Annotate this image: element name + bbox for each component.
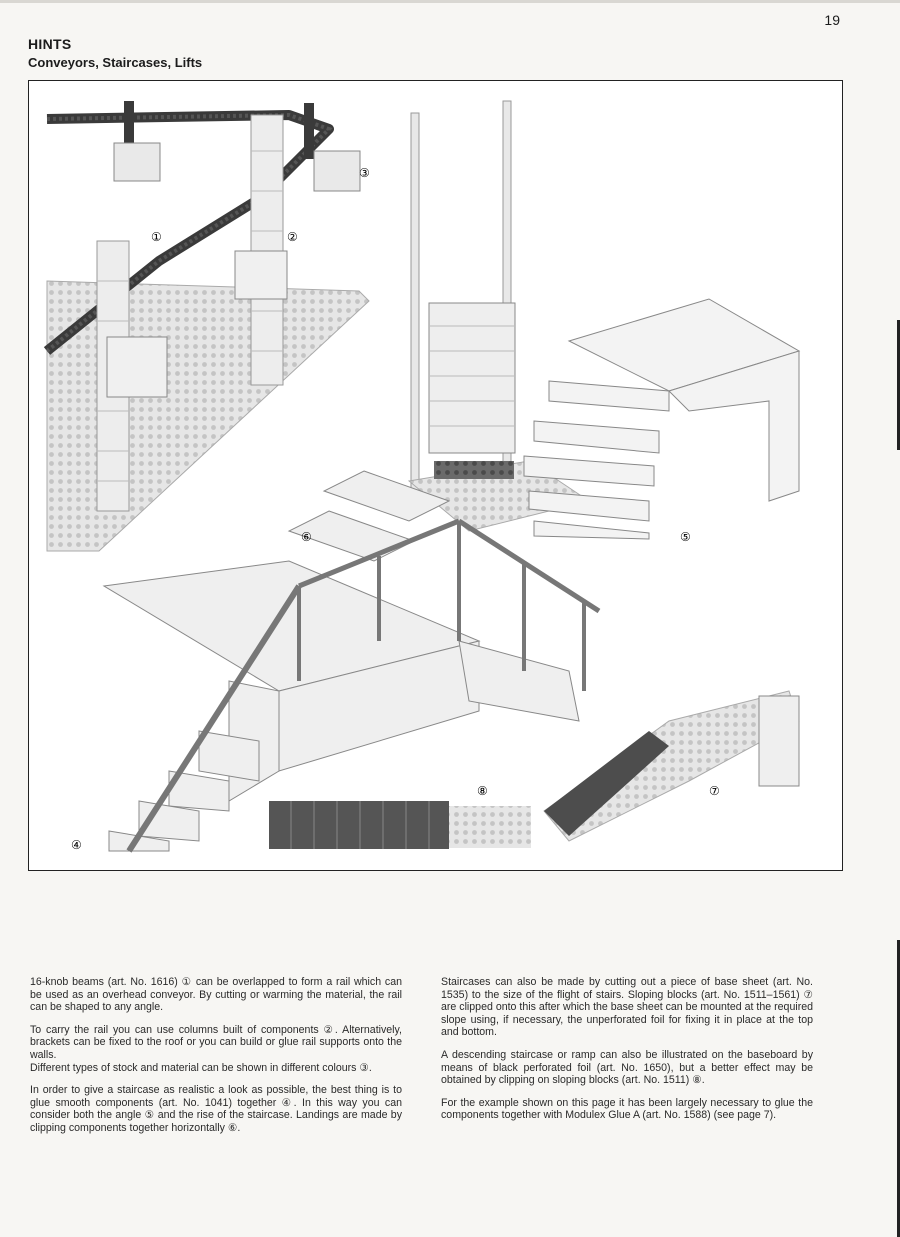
- spiral-staircase: [524, 299, 799, 539]
- paragraph: Staircases can also be made by cutting out a piece of base sheet (art. No. 1535) to the size of the flight of stairs. Sloping blocks (art. No. 1511–1561) ⑦ are clipped onto this after which the base sheet can be mounted at the required slope using, if necessary, the unperforated foil for fixing it in place at the top and bottom.: [441, 976, 813, 1039]
- paragraph: A descending staircase or ramp can also be illustrated on the baseboard by means of black perforated foil (art. No. 1650), but a better effect may be obtained by clipping on sloping blocks (art. No. 1511) ⑧.: [441, 1048, 813, 1087]
- callout-2: ②: [287, 230, 298, 244]
- callout-8: ⑧: [477, 784, 488, 798]
- page-heading: HINTS: [28, 36, 72, 52]
- body-text-right-column: [441, 976, 813, 1132]
- callout-3: ③: [359, 166, 370, 180]
- callout-4: ④: [71, 838, 82, 852]
- main-staircase: [104, 471, 599, 851]
- callout-5: ⑤: [680, 530, 691, 544]
- paragraph: For the example shown on this page it has been largely necessary to glue the components together with Modulex Glue A (art. No. 1588) (see page 7).: [441, 1096, 813, 1122]
- top-rule: [0, 0, 900, 3]
- illustration-photo: [28, 80, 843, 871]
- conveyor-scene: [47, 101, 369, 551]
- paragraph: To carry the rail you can use columns built of components ②. Alternatively, brackets can be fixed to the roof or you can build or glue rail supports onto the walls.: [30, 1023, 402, 1061]
- page-number: 19: [824, 12, 840, 28]
- callout-1: ①: [151, 230, 162, 244]
- paragraph: In order to give a staircase as realistic a look as possible, the best thing is to glue smooth components (art. No. 1041) together ④. In this way you can consider both the angle ⑤ and the rise of the staircase. Landings are made by clipping components together horizontally ⑥.: [30, 1084, 402, 1134]
- sloping-block-staircase: [544, 691, 799, 841]
- callout-7: ⑦: [709, 784, 720, 798]
- paragraph: 16-knob beams (art. No. 1616) ① can be overlapped to form a rail which can be used as an overhead conveyor. By cutting or warming the material, the rail can be shaped to any angle.: [30, 976, 402, 1014]
- callout-6: ⑥: [301, 530, 312, 544]
- paragraph: Different types of stock and material can be shown in different colours ③.: [30, 1061, 372, 1074]
- body-text-left-column: [30, 976, 402, 1145]
- page-subheading: Conveyors, Staircases, Lifts: [28, 55, 203, 70]
- page-header: [28, 36, 202, 70]
- foil-staircase: [269, 801, 531, 849]
- illustration-drawing: [29, 81, 841, 869]
